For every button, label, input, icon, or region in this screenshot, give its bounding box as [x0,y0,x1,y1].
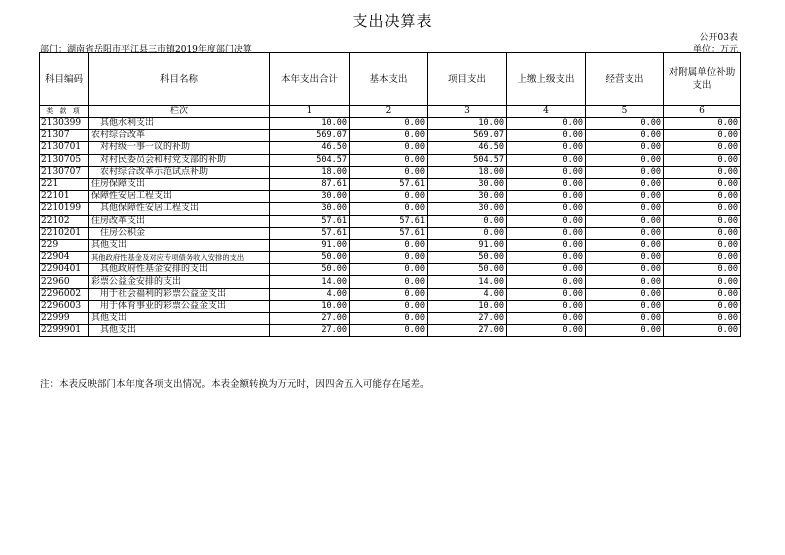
row-name: 其他支出 [89,313,270,325]
table-header-row [40,53,741,106]
row-upper: 0.00 [507,276,586,288]
row-total: 57.61 [270,227,350,239]
row-total: 569.07 [270,130,350,142]
row-basic: 57.61 [350,227,428,239]
row-project: 18.00 [428,166,507,178]
table-row [40,252,741,264]
table-row [40,154,741,166]
row-upper: 0.00 [507,215,586,227]
row-project: 91.00 [428,239,507,251]
row-total: 30.00 [270,203,350,215]
row-subsidy: 0.00 [664,178,741,190]
row-upper: 0.00 [507,239,586,251]
row-name: 彩票公益金安排的支出 [89,276,270,288]
row-code: 2296003 [40,300,89,312]
index-code: 类 款 项 [40,106,89,118]
row-basic: 0.00 [350,130,428,142]
row-project: 10.00 [428,300,507,312]
index-c1: 1 [270,106,350,118]
row-name: 用于体育事业的彩票公益金支出 [89,300,270,312]
row-business: 0.00 [586,142,664,154]
row-subsidy: 0.00 [664,203,741,215]
row-upper: 0.00 [507,252,586,264]
row-basic: 0.00 [350,118,428,130]
table-row [40,325,741,337]
row-total: 14.00 [270,276,350,288]
row-name: 其他支出 [89,239,270,251]
row-project: 0.00 [428,227,507,239]
row-name: 其他政府性基金安排的支出 [89,264,270,276]
row-business: 0.00 [586,203,664,215]
row-upper: 0.00 [507,300,586,312]
row-total: 27.00 [270,325,350,337]
report-title: 支出决算表 [352,12,433,30]
row-code: 229 [40,239,89,251]
row-upper: 0.00 [507,191,586,203]
table-row [40,276,741,288]
row-name: 其他支出 [89,325,270,337]
row-upper: 0.00 [507,130,586,142]
row-upper: 0.00 [507,325,586,337]
row-total: 50.00 [270,264,350,276]
row-project: 30.00 [428,203,507,215]
row-subsidy: 0.00 [664,215,741,227]
row-business: 0.00 [586,313,664,325]
row-basic: 0.00 [350,252,428,264]
row-upper: 0.00 [507,288,586,300]
row-basic: 0.00 [350,191,428,203]
unit-label: 单位：万元 [692,45,738,55]
table-row [40,300,741,312]
row-subsidy: 0.00 [664,252,741,264]
row-name: 其他保障性安居工程支出 [89,203,270,215]
row-project: 27.00 [428,313,507,325]
row-name: 其他水利支出 [89,118,270,130]
row-subsidy: 0.00 [664,276,741,288]
row-code: 2130707 [40,166,89,178]
row-total: 50.00 [270,252,350,264]
row-code: 22101 [40,191,89,203]
table-row [40,178,741,190]
footnote: 注：本表反映部门本年度各项支出情况。本表金额转换为万元时，因四舍五入可能存在尾差。 [40,379,430,390]
row-subsidy: 0.00 [664,154,741,166]
table-row [40,203,741,215]
row-business: 0.00 [586,215,664,227]
row-business: 0.00 [586,191,664,203]
row-upper: 0.00 [507,166,586,178]
row-business: 0.00 [586,227,664,239]
header-business: 经营支出 [586,53,664,106]
row-business: 0.00 [586,130,664,142]
header-upper: 上缴上级支出 [507,53,586,106]
table-row [40,166,741,178]
row-total: 30.00 [270,191,350,203]
row-basic: 0.00 [350,325,428,337]
header-basic: 基本支出 [350,53,428,106]
row-total: 91.00 [270,239,350,251]
row-business: 0.00 [586,154,664,166]
row-business: 0.00 [586,166,664,178]
row-basic: 0.00 [350,239,428,251]
row-basic: 57.61 [350,215,428,227]
row-basic: 0.00 [350,203,428,215]
row-business: 0.00 [586,178,664,190]
index-c4: 4 [507,106,586,118]
index-c2: 2 [350,106,428,118]
row-project: 50.00 [428,252,507,264]
row-code: 2299901 [40,325,89,337]
row-upper: 0.00 [507,313,586,325]
row-code: 22999 [40,313,89,325]
row-code: 2210201 [40,227,89,239]
row-basic: 0.00 [350,276,428,288]
row-upper: 0.00 [507,178,586,190]
header-project: 项目支出 [428,53,507,106]
table-row [40,288,741,300]
row-name: 住房改革支出 [89,215,270,227]
row-code: 2210199 [40,203,89,215]
row-subsidy: 0.00 [664,288,741,300]
table-row [40,264,741,276]
column-index-row [40,106,741,118]
row-subsidy: 0.00 [664,166,741,178]
row-name: 对村民委员会和村党支部的补助 [89,154,270,166]
row-basic: 57.61 [350,178,428,190]
row-project: 4.00 [428,288,507,300]
table-body [40,118,741,337]
row-project: 27.00 [428,325,507,337]
row-project: 504.57 [428,154,507,166]
row-upper: 0.00 [507,227,586,239]
index-c6: 6 [664,106,741,118]
row-business: 0.00 [586,325,664,337]
row-name: 农村综合改革 [89,130,270,142]
row-name: 住房公积金 [89,227,270,239]
row-upper: 0.00 [507,203,586,215]
expenditure-table [39,52,741,337]
row-project: 30.00 [428,191,507,203]
row-upper: 0.00 [507,118,586,130]
row-code: 22960 [40,276,89,288]
row-code: 22102 [40,215,89,227]
row-project: 14.00 [428,276,507,288]
index-name: 栏次 [89,106,270,118]
row-business: 0.00 [586,252,664,264]
row-business: 0.00 [586,288,664,300]
row-business: 0.00 [586,276,664,288]
row-total: 57.61 [270,215,350,227]
row-code: 2130705 [40,154,89,166]
header-name: 科目名称 [89,53,270,106]
table-row [40,191,741,203]
row-subsidy: 0.00 [664,239,741,251]
row-total: 18.00 [270,166,350,178]
table-row [40,215,741,227]
table-row [40,227,741,239]
row-name: 保障性安居工程支出 [89,191,270,203]
row-project: 50.00 [428,264,507,276]
row-project: 30.00 [428,178,507,190]
row-basic: 0.00 [350,142,428,154]
table-row [40,142,741,154]
row-business: 0.00 [586,300,664,312]
row-subsidy: 0.00 [664,325,741,337]
row-code: 2130701 [40,142,89,154]
row-code: 221 [40,178,89,190]
row-total: 504.57 [270,154,350,166]
row-code: 22904 [40,252,89,264]
row-project: 569.07 [428,130,507,142]
form-number: 公开03表 [699,33,738,43]
row-subsidy: 0.00 [664,191,741,203]
header-code: 科目编码 [40,53,89,106]
row-upper: 0.00 [507,142,586,154]
department-label: 部门：湖南省岳阳市平江县三市镇2019年度部门决算 [40,45,252,55]
table-row [40,313,741,325]
row-total: 10.00 [270,300,350,312]
header-total: 本年支出合计 [270,53,350,106]
row-subsidy: 0.00 [664,227,741,239]
row-basic: 0.00 [350,264,428,276]
row-code: 21307 [40,130,89,142]
row-business: 0.00 [586,264,664,276]
row-subsidy: 0.00 [664,142,741,154]
row-subsidy: 0.00 [664,264,741,276]
row-total: 87.61 [270,178,350,190]
row-basic: 0.00 [350,313,428,325]
row-subsidy: 0.00 [664,118,741,130]
table-row [40,130,741,142]
row-upper: 0.00 [507,264,586,276]
row-basic: 0.00 [350,288,428,300]
row-name: 农村综合改革示范试点补助 [89,166,270,178]
row-upper: 0.00 [507,154,586,166]
row-basic: 0.00 [350,166,428,178]
row-code: 2130399 [40,118,89,130]
row-code: 2290401 [40,264,89,276]
row-total: 46.50 [270,142,350,154]
row-business: 0.00 [586,239,664,251]
row-subsidy: 0.00 [664,313,741,325]
row-total: 4.00 [270,288,350,300]
index-c5: 5 [586,106,664,118]
row-name: 用于社会福利的彩票公益金支出 [89,288,270,300]
row-total: 27.00 [270,313,350,325]
header-subsidy: 对附属单位补助支出 [664,53,741,106]
row-subsidy: 0.00 [664,300,741,312]
row-name: 其他政府性基金及对应专项债务收入安排的支出 [89,252,270,264]
row-total: 10.00 [270,118,350,130]
row-business: 0.00 [586,118,664,130]
row-project: 46.50 [428,142,507,154]
row-name: 对村级一事一议的补助 [89,142,270,154]
row-basic: 0.00 [350,300,428,312]
index-c3: 3 [428,106,507,118]
row-project: 10.00 [428,118,507,130]
row-subsidy: 0.00 [664,130,741,142]
table-row [40,118,741,130]
row-basic: 0.00 [350,154,428,166]
row-project: 0.00 [428,215,507,227]
row-name: 住房保障支出 [89,178,270,190]
row-code: 2296002 [40,288,89,300]
table-row [40,239,741,251]
